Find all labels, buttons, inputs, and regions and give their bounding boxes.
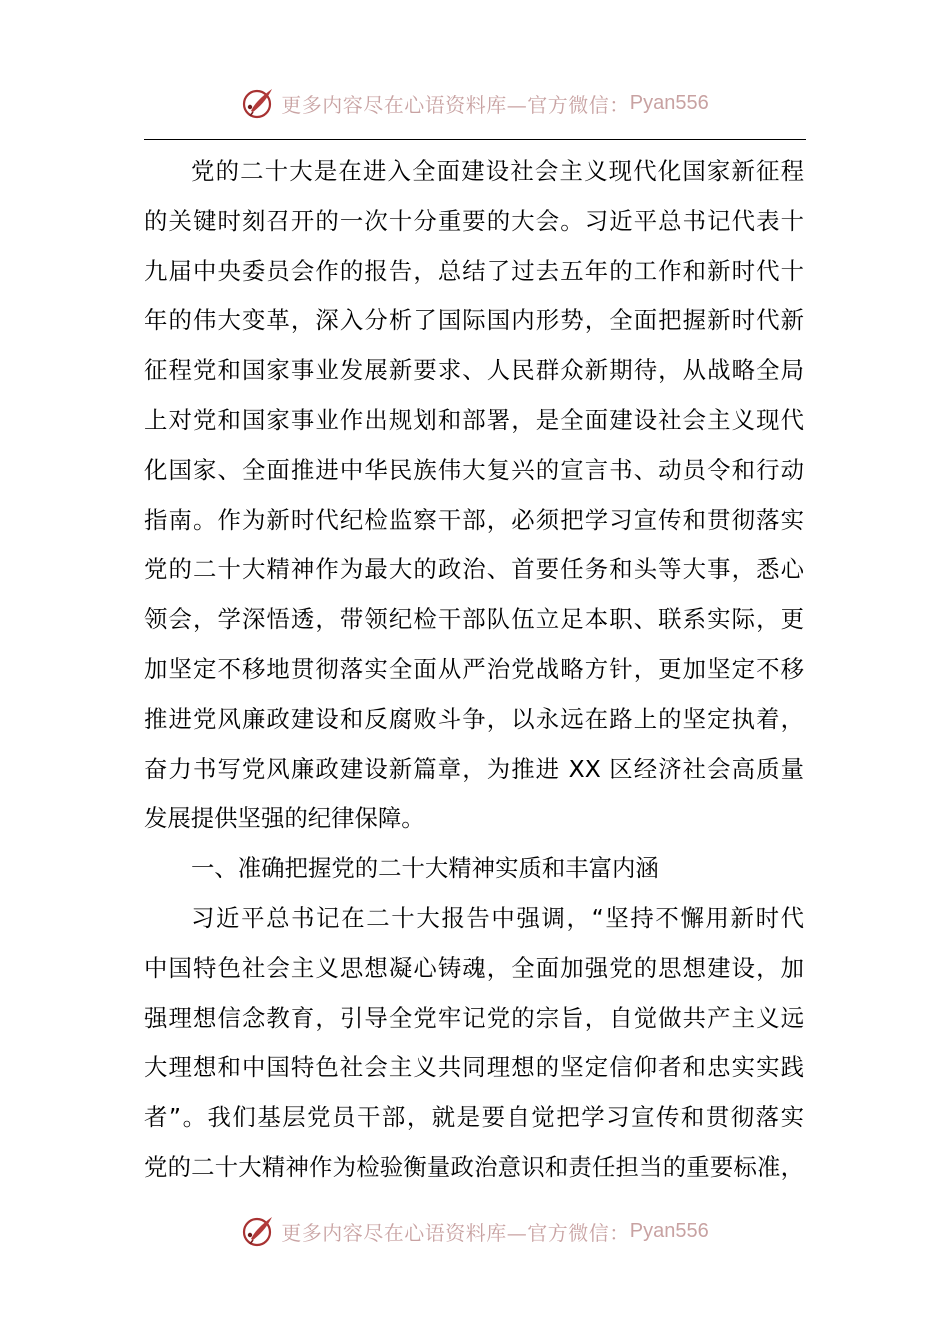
text-line: 党的二十大精神作为最大的政治、首要任务和头等大事，悉心 (144, 555, 804, 584)
text-line: 指南。作为新时代纪检监察干部，必须把学习宣传和贯彻落实 (144, 505, 804, 534)
header-banner (0, 83, 950, 123)
footer-banner-text: 更多内容尽在心语资料库—官方微信： (281, 1220, 630, 1245)
text-line: 习近平总书记在二十大报告中强调，“坚持不懈用新时代 (191, 903, 804, 932)
text-line: 强理想信念教育，引导全党牢记党的宗旨，自觉做共产主义远 (144, 1003, 804, 1032)
text-line: 党的二十大精神作为检验衡量政治意识和责任担当的重要标准， (144, 1152, 804, 1181)
text-line: 化国家、全面推进中华民族伟大复兴的宣言书、动员令和行动 (144, 455, 804, 484)
text-line: 的关键时刻召开的一次十分重要的大会。习近平总书记代表十 (144, 206, 804, 235)
section-heading: 一、准确把握党的二十大精神实质和丰富内涵 (191, 854, 659, 883)
quill-ink-circle-icon (241, 1213, 277, 1249)
document-body (144, 147, 804, 1193)
text-line: 奋力书写党风廉政建设新篇章，为推进 XX 区经济社会高质量 (144, 754, 804, 783)
text-line: 党的二十大是在进入全面建设社会主义现代化国家新征程 (191, 157, 804, 185)
text-line: 大理想和中国特色社会主义共同理想的坚定信仰者和忠实实践 (144, 1053, 804, 1082)
text-line: 加坚定不移地贯彻落实全面从严治党战略方针，更加坚定不移 (144, 654, 804, 683)
footer-banner (0, 1211, 950, 1251)
text-line: 年的伟大变革，深入分析了国际国内形势，全面把握新时代新 (144, 306, 804, 335)
header-banner-text: 更多内容尽在心语资料库—官方微信： (281, 92, 630, 117)
text-line: 上对党和国家事业作出规划和部署，是全面建设社会主义现代 (144, 405, 804, 434)
text-line: 中国特色社会主义思想凝心铸魂，全面加强党的思想建设，加 (144, 953, 804, 982)
header-divider (144, 139, 806, 140)
quill-ink-circle-icon (241, 85, 277, 121)
text-line: 九届中央委员会作的报告，总结了过去五年的工作和新时代十 (144, 256, 804, 285)
text-line: 领会，学深悟透，带领纪检干部队伍立足本职、联系实际，更 (144, 605, 804, 634)
text-line: 征程党和国家事业发展新要求、人民群众新期待，从战略全局 (144, 356, 804, 385)
text-line: 发展提供坚强的纪律保障。 (144, 804, 425, 833)
footer-wechat-id: Pyan556 (629, 1219, 709, 1242)
text-line: 推进党风廉政建设和反腐败斗争，以永远在路上的坚定执着， (144, 704, 804, 733)
header-wechat-id: Pyan556 (629, 91, 709, 114)
text-line: 者”。我们基层党员干部，就是要自觉把学习宣传和贯彻落实 (144, 1103, 804, 1132)
